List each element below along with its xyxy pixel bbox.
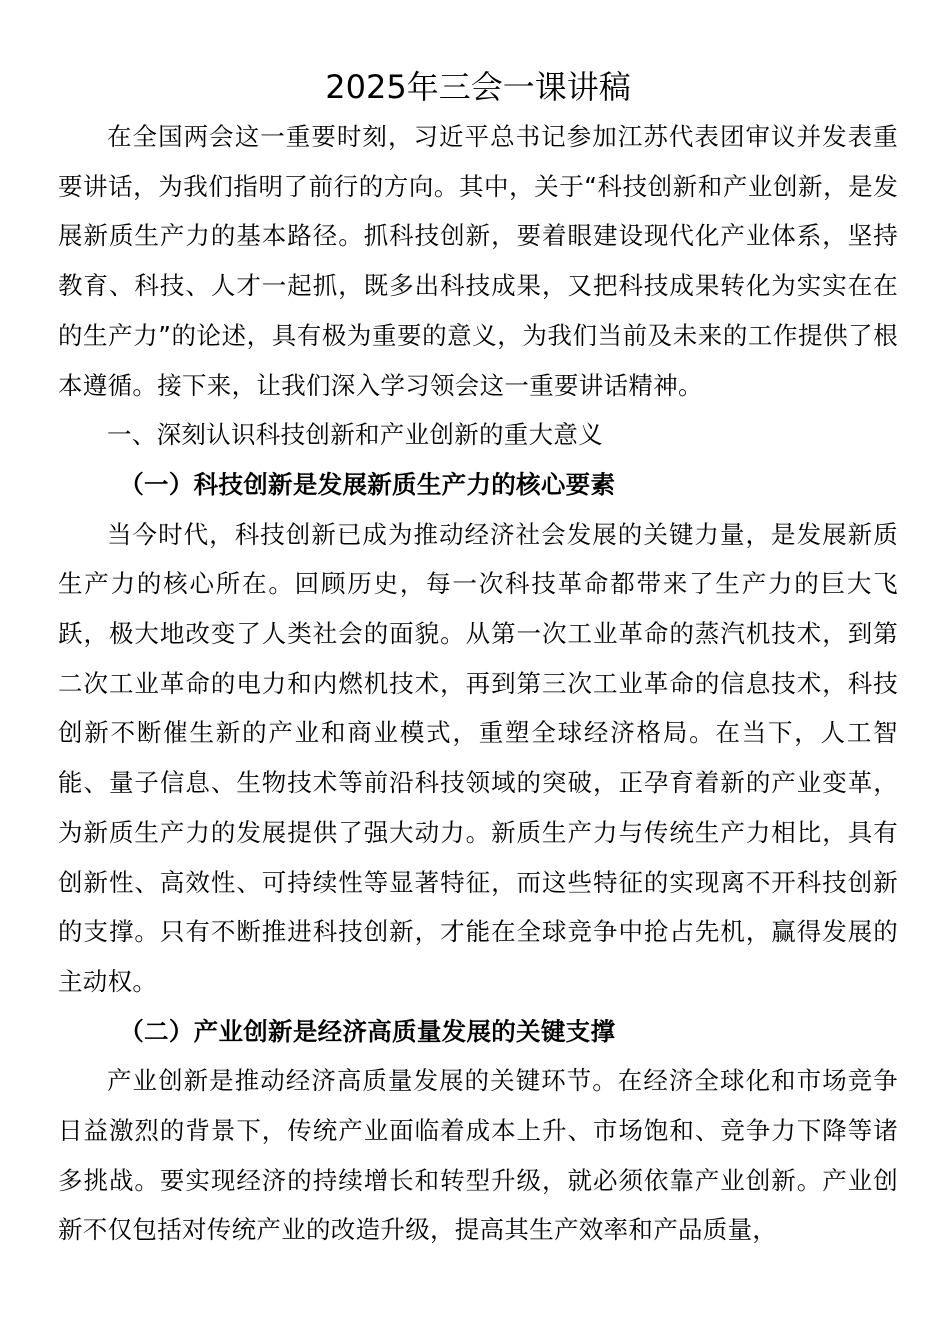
document-title: 2025年三会一课讲稿 [325, 68, 631, 106]
section-1-heading: 一、深刻认识科技创新和产业创新的重大意义 [107, 420, 603, 450]
subsection-2-paragraph: 产业创新是推动经济高质量发展的关键环节。在经济全球化和市场竞争日益激烈的背景下，传统产业面临着成本上升、市场饱和、竞争力下降等诸多挑战。要实现经济的持续增长和转型升级，就必须依靠产业创新。产业创新不仅包括对传统产业的改造升级，提高其生产效率和产品质量， [58, 1066, 898, 1245]
intro-paragraph: 在全国两会这一重要时刻，习近平总书记参加江苏代表团审议并发表重要讲话，为我们指明了前行的方向。其中，关于“科技创新和产业创新，是发展新质生产力的基本路径。抓科技创新，要着眼建设现代化产业体系，坚持教育、科技、人才一起抓，既多出科技成果，又把科技成果转化为实实在在的生产力”的论述，具有极为重要的意义，为我们当前及未来的工作提供了根本遵循。接下来，让我们深入学习领会这一重要讲话精神。 [58, 122, 898, 400]
document-page [58, 62, 898, 1255]
subsection-2-heading: （二）产业创新是经济高质量发展的关键支撑 [119, 1016, 616, 1046]
subsection-1-paragraph: 当今时代，科技创新已成为推动经济社会发展的关键力量，是发展新质生产力的核心所在。回顾历史，每一次科技革命都带来了生产力的巨大飞跃，极大地改变了人类社会的面貌。从第一次工业革命的蒸汽机技术，到第二次工业革命的电力和内燃机技术，再到第三次工业革命的信息技术，科技创新不断催生新的产业和商业模式，重塑全球经济格局。在当下，人工智能、量子信息、生物技术等前沿科技领域的突破，正孕育着新的产业变革，为新质生产力的发展提供了强大动力。新质生产力与传统生产力相比，具有创新性、高效性、可持续性等显著特征，而这些特征的实现离不开科技创新的支撑。只有不断推进科技创新，才能在全球竞争中抢占先机，赢得发展的主动权。 [58, 519, 898, 996]
subsection-1-heading: （一）科技创新是发展新质生产力的核心要素 [119, 469, 616, 499]
